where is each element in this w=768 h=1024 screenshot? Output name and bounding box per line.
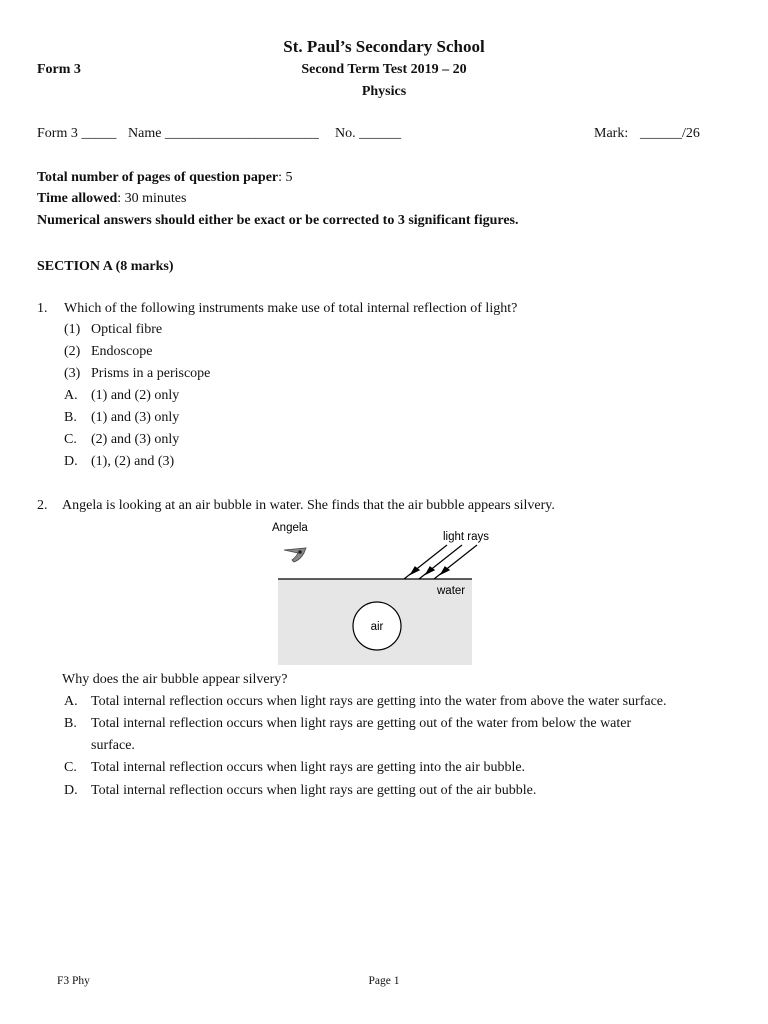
test-title: Second Term Test 2019 – 20 [301, 62, 467, 77]
time-label: Time allowed [37, 191, 118, 206]
q2-number: 2. [37, 498, 48, 513]
option-letter: C. [64, 432, 77, 447]
q1-text: Which of the following instruments make use of total internal reflection of light? [64, 301, 518, 316]
q2-option-d [64, 783, 536, 799]
pages-value: : 5 [278, 170, 293, 185]
light-rays [404, 545, 477, 579]
q1-item-number: (1) [64, 322, 81, 337]
name-field: Name ______________________ [128, 126, 319, 141]
q1-item-text: Optical fibre [91, 322, 163, 337]
mark-label: Mark: [594, 126, 629, 141]
q1-option-b [64, 410, 179, 426]
option-letter: D. [64, 454, 78, 469]
school-name: St. Paul’s Secondary School [283, 37, 485, 56]
q2-text: Angela is looking at an air bubble in water. She finds that the air bubble appears silvery. [62, 498, 555, 513]
option-letter: C. [64, 760, 77, 775]
q1-number: 1. [37, 301, 48, 316]
water-label: water [437, 585, 466, 597]
q1-item [64, 344, 152, 360]
option-text: (2) and (3) only [91, 432, 180, 447]
footer-left: F3 Phy [57, 975, 90, 987]
q1-option-c [64, 432, 179, 448]
q1-item-number: (3) [64, 366, 81, 381]
q1-item [64, 322, 162, 338]
eye-icon [284, 548, 306, 562]
q1-option-d [64, 454, 174, 470]
q1-item-number: (2) [64, 344, 81, 359]
q2-option-c [64, 760, 525, 776]
option-text: Total internal reflection occurs when light rays are getting into the water from above the water surface. [91, 694, 667, 709]
option-letter: A. [64, 694, 78, 709]
time-line [37, 191, 186, 207]
option-letter: B. [64, 716, 77, 731]
q1-option-a [64, 388, 179, 404]
option-text: (1) and (2) only [91, 388, 180, 403]
bubble-figure [260, 515, 510, 670]
form-label: Form 3 [37, 62, 81, 77]
option-letter: A. [64, 388, 78, 403]
angela-label: Angela [272, 522, 308, 534]
form-field: Form 3 _____ [37, 126, 117, 141]
q1-item [64, 366, 210, 382]
option-text: Total internal reflection occurs when light rays are getting into the air bubble. [91, 760, 526, 775]
option-text: (1), (2) and (3) [91, 454, 175, 469]
light-rays-label: light rays [443, 531, 490, 543]
q2-option-a [64, 694, 667, 710]
option-letter: B. [64, 410, 77, 425]
air-label: air [370, 621, 384, 633]
number-field: No. ______ [335, 126, 402, 141]
subject: Physics [361, 84, 407, 99]
mark-value: ______/26 [640, 126, 700, 141]
option-letter: D. [64, 783, 78, 798]
pages-label: Total number of pages of question paper [37, 170, 279, 185]
option-text: Total internal reflection occurs when light rays are getting out of the water from below the water [91, 716, 632, 731]
q1-item-text: Prisms in a periscope [91, 366, 211, 381]
time-value: : 30 minutes [117, 191, 187, 206]
section-heading: SECTION A (8 marks) [37, 259, 174, 274]
pages-line [37, 170, 293, 186]
numerical-note: Numerical answers should either be exact or be corrected to 3 significant figures. [37, 213, 519, 228]
q1-item-text: Endoscope [91, 344, 153, 359]
q2-option-b [64, 716, 631, 732]
option-text: Total internal reflection occurs when light rays are getting out of the air bubble. [91, 783, 537, 798]
option-text: (1) and (3) only [91, 410, 180, 425]
q2-option-b-continuation: surface. [91, 738, 135, 753]
page-number: Page 1 [368, 975, 400, 987]
q2-question: Why does the air bubble appear silvery? [62, 672, 288, 687]
